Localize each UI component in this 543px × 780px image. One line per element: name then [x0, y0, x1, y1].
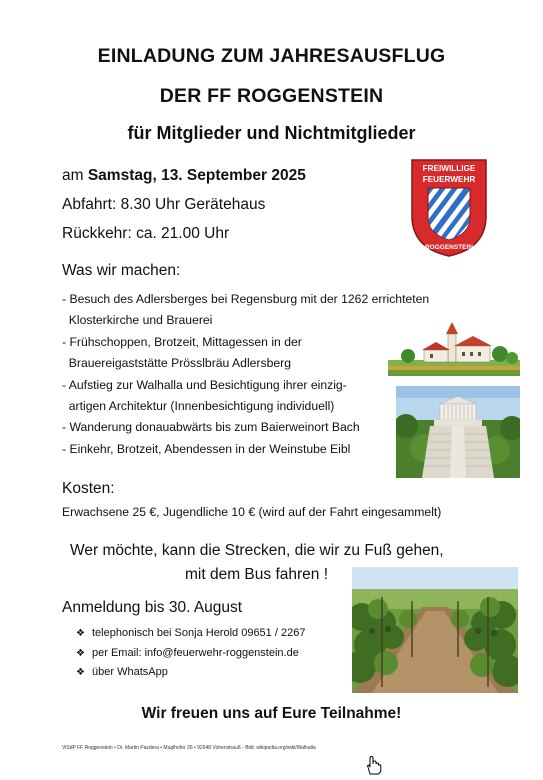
date-value: Samstag, 13. September 2025: [87, 167, 306, 184]
departure-line: Abfahrt: 8.30 Uhr Gerätehaus: [62, 196, 266, 213]
contact-text: telephonisch bei Sonja Herold 09651 / 2267: [92, 627, 306, 639]
title-line-1: EINLADUNG ZUM JAHRESAUSFLUG: [97, 45, 446, 67]
fire-brigade-logo: [410, 158, 488, 258]
date-prefix: am: [62, 167, 88, 184]
list-item: Klosterkirche und Brauerei: [62, 313, 213, 328]
contact-text: per Email: info@feuerwehr-roggenstein.de: [92, 647, 299, 659]
logo-text-top2: FEUERWEHR: [422, 175, 476, 184]
church-illustration: [388, 320, 520, 376]
costs-text: Erwachsene 25 €, Jugendliche 10 € (wird auf der Fahrt eingesammelt): [62, 505, 442, 519]
date-line: [62, 167, 306, 185]
list-item: artigen Architektur (Innenbesichtigung individuell): [62, 399, 335, 414]
return-line: Rückkehr: ca. 21.00 Uhr: [62, 225, 230, 242]
list-item: - Einkehr, Brotzeit, Abendessen in der Weinstube Eibl: [62, 441, 351, 456]
diamond-bullet-icon: ❖: [76, 628, 85, 639]
list-item: - Aufstieg zur Walhalla und Besichtigung ihrer einzig-: [62, 377, 347, 392]
logo-text-top1: FREIWILLIGE: [422, 164, 476, 173]
contact-item: [76, 647, 299, 659]
shield-icon: [410, 158, 488, 258]
list-item: Brauereigaststätte Prösslbräu Adlersberg: [62, 356, 291, 371]
walk-line-2: mit dem Bus fahren !: [185, 566, 329, 583]
list-item: - Besuch des Adlersberges bei Regensburg mit der 1262 errichteten: [62, 292, 430, 306]
walhalla-photo: [396, 386, 520, 478]
list-item: - Frühschoppen, Brotzeit, Mittagessen in der: [62, 334, 302, 349]
costs-heading: Kosten:: [62, 480, 115, 497]
walk-line-1: Wer möchte, kann die Strecken, die wir zu Fuß gehen,: [70, 542, 444, 559]
activities-list: [62, 289, 430, 460]
activities-heading: Was wir machen:: [62, 262, 181, 279]
logo-text-bottom: ROGGENSTEIN: [424, 244, 474, 251]
diamond-bullet-icon: ❖: [76, 667, 85, 678]
registration-heading: Anmeldung bis 30. August: [62, 599, 243, 616]
thanks-line: Wir freuen uns auf Eure Teilnahme!: [141, 705, 402, 722]
list-item: - Wanderung donauabwärts bis zum Baierweinort Bach: [62, 420, 360, 435]
contact-text: über WhatsApp: [92, 666, 168, 678]
hand-cursor-icon: [364, 755, 382, 775]
diamond-bullet-icon: ❖: [76, 648, 85, 659]
title-line-2: DER FF ROGGENSTEIN: [159, 85, 384, 107]
subtitle: für Mitglieder und Nichtmitglieder: [127, 123, 416, 143]
vineyard-photo: [352, 567, 518, 693]
footer-imprint: ViSdP FF Roggenstein • Dr. Martin Pazdera • Muglhofer 26 • 92648 Vohenstrauß - Bild: wikipedia.org/wiki/Walhalla: [62, 745, 316, 751]
contact-item: [76, 627, 305, 639]
contact-item: [76, 666, 168, 678]
